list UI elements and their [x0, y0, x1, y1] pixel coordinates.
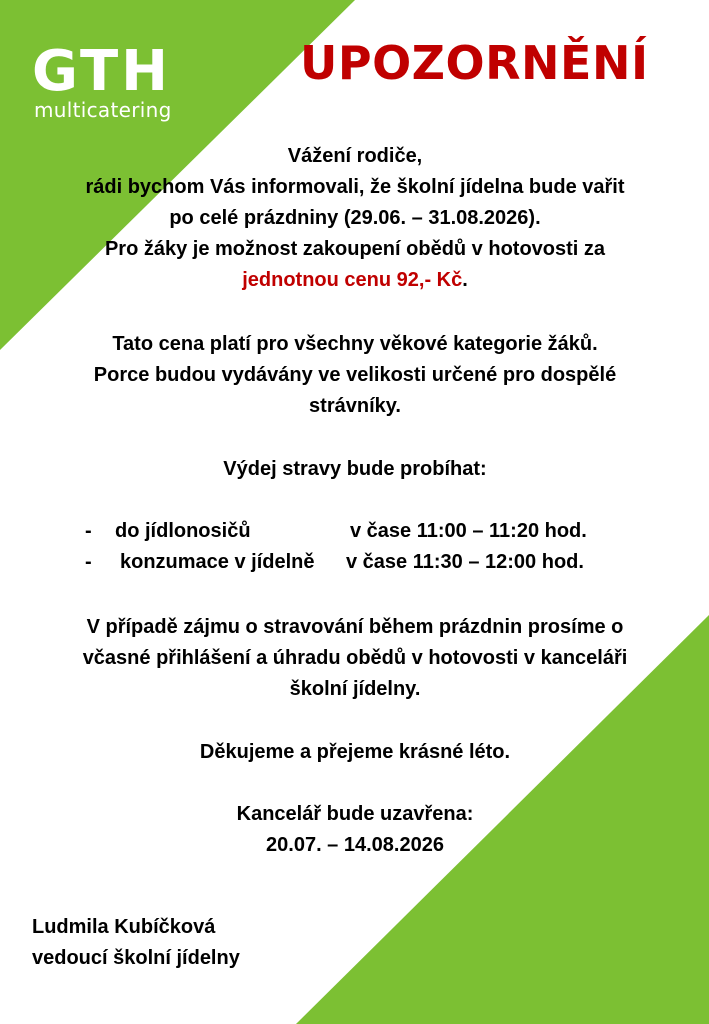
info-line-3: strávníky. [309, 395, 401, 417]
serving-list [0, 516, 709, 578]
request-line-1: V případě zájmu o stravování během prázdnin prosíme o [86, 616, 624, 638]
info-line-1: Tato cena platí pro všechny věkové kategorie žáků. [112, 333, 598, 355]
serving-time: v čase 11:00 – 11:20 hod. [350, 520, 587, 542]
request-line-3: školní jídelny. [289, 678, 421, 700]
logo-subtitle: multicatering [34, 98, 172, 122]
notice-title: UPOZORNĚNÍ [300, 36, 649, 90]
gth-logo [32, 40, 192, 130]
list-dash: - [85, 551, 92, 573]
list-item [0, 516, 709, 547]
info-paragraph [20, 329, 690, 422]
intro-line-2: po celé prázdniny (29.06. – 31.08.2026). [169, 207, 541, 229]
logo-mark: GTH [32, 39, 172, 104]
intro-line-3: Pro žáky je možnost zakoupení obědů v hotovosti za [104, 238, 606, 260]
signature [32, 912, 240, 974]
info-line-2: Porce budou vydávány ve velikosti určené pro dospělé [93, 364, 617, 386]
serving-heading: Výdej stravy bude probíhat: [223, 458, 487, 480]
greeting: Vážení rodiče, [287, 145, 423, 167]
office-paragraph [20, 799, 690, 861]
intro-paragraph [20, 141, 690, 296]
list-dash: - [85, 520, 92, 542]
signature-role: vedoucí školní jídelny [32, 947, 240, 969]
list-item [0, 547, 709, 578]
price-line [20, 265, 690, 296]
request-paragraph [20, 612, 690, 705]
office-line-2: 20.07. – 14.08.2026 [266, 834, 444, 856]
office-line-1: Kancelář bude uzavřena: [236, 803, 474, 825]
price-period: . [462, 269, 468, 291]
signature-name: Ludmila Kubíčková [32, 916, 216, 938]
serving-type: konzumace v jídelně [120, 551, 315, 573]
intro-line-1: rádi bychom Vás informovali, že školní jídelna bude vařit [85, 176, 625, 198]
price-highlight: jednotnou cenu 92,- Kč [242, 269, 463, 291]
serving-type: do jídlonosičů [115, 520, 251, 542]
request-line-2: včasné přihlášení a úhradu obědů v hotovosti v kanceláři [82, 647, 628, 669]
thanks-line: Děkujeme a přejeme krásné léto. [199, 741, 511, 763]
serving-time: v čase 11:30 – 12:00 hod. [346, 551, 584, 573]
